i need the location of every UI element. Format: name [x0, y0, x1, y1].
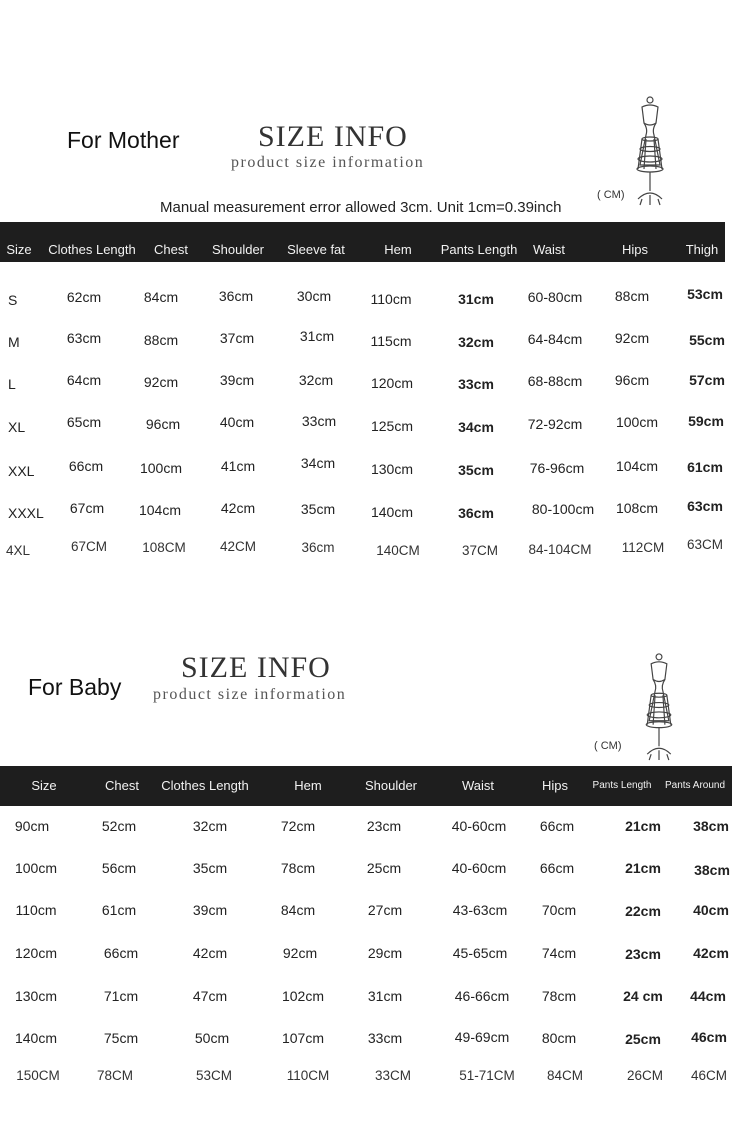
- table-cell: 32cm: [192, 818, 228, 834]
- table-cell: 25cm: [625, 1031, 661, 1047]
- table-cell: 63cm: [687, 498, 723, 514]
- table-cell: 51-71CM: [459, 1068, 515, 1083]
- table-cell: 46-66cm: [454, 988, 510, 1004]
- table-cell: 61cm: [101, 902, 137, 918]
- mother-header-thigh: Thigh: [685, 242, 719, 257]
- size-cell: 100cm: [14, 860, 58, 876]
- table-cell: 88cm: [143, 332, 179, 348]
- table-cell: 30cm: [296, 288, 332, 304]
- table-cell: 33cm: [458, 376, 494, 392]
- table-cell: 92cm: [282, 945, 318, 961]
- table-cell: 72cm: [280, 818, 316, 834]
- table-cell: 66cm: [68, 458, 104, 474]
- dress-form-icon: [637, 652, 681, 762]
- table-cell: 130cm: [370, 461, 414, 477]
- mother-header-clothes-length: Clothes Length: [48, 242, 136, 257]
- baby-table-header: [0, 766, 732, 806]
- table-cell: 36cm: [218, 288, 254, 304]
- table-cell: 42cm: [192, 945, 228, 961]
- table-cell: 66cm: [539, 818, 575, 834]
- size-cell: XL: [8, 419, 26, 435]
- table-cell: 22cm: [625, 903, 661, 919]
- mother-cm-tag: ( CM): [597, 189, 625, 201]
- table-cell: 74cm: [541, 945, 577, 961]
- table-cell: 108CM: [142, 540, 186, 555]
- baby-header-clothes-length: Clothes Length: [161, 778, 249, 793]
- table-cell: 64-84cm: [527, 331, 583, 347]
- baby-header-pants-length: Pants Length: [592, 780, 652, 791]
- baby-cm-tag: ( CM): [594, 740, 622, 752]
- mother-header-sleeve-fat: Sleeve fat: [287, 242, 345, 257]
- table-cell: 96cm: [614, 372, 650, 388]
- table-cell: 110cm: [370, 291, 412, 307]
- size-cell: 90cm: [14, 818, 50, 834]
- mother-header-hem: Hem: [384, 242, 412, 257]
- table-cell: 84cm: [143, 289, 179, 305]
- table-cell: 32cm: [458, 334, 494, 350]
- table-cell: 60-80cm: [527, 289, 583, 305]
- table-cell: 31cm: [458, 291, 494, 307]
- table-cell: 36cm: [458, 505, 494, 521]
- table-cell: 53cm: [687, 286, 723, 302]
- table-cell: 78cm: [541, 988, 577, 1004]
- table-cell: 96cm: [145, 416, 181, 432]
- table-cell: 84-104CM: [528, 542, 592, 557]
- table-cell: 31cm: [299, 328, 335, 344]
- size-cell: 130cm: [14, 988, 58, 1004]
- baby-header-pants-around: Pants Around: [664, 780, 726, 791]
- table-cell: 23cm: [366, 818, 402, 834]
- table-cell: 42cm: [220, 500, 256, 516]
- table-cell: 47cm: [192, 988, 228, 1004]
- table-cell: 42CM: [219, 539, 257, 554]
- mother-header-pants-length: Pants Length: [440, 242, 518, 257]
- table-cell: 88cm: [614, 288, 650, 304]
- table-cell: 67CM: [70, 539, 108, 554]
- table-cell: 65cm: [66, 414, 102, 430]
- table-row: [0, 413, 750, 453]
- table-row: [0, 498, 750, 538]
- table-cell: 67cm: [69, 500, 105, 516]
- table-cell: 35cm: [458, 462, 494, 478]
- table-row: [0, 816, 750, 856]
- size-cell: S: [8, 292, 18, 308]
- table-cell: 102cm: [281, 988, 325, 1004]
- size-cell: XXL: [8, 463, 35, 479]
- mother-header-hips: Hips: [621, 242, 649, 257]
- table-cell: 63CM: [686, 537, 724, 552]
- table-row: [0, 900, 750, 940]
- table-cell: 36cm: [301, 540, 335, 555]
- table-cell: 33cm: [367, 1030, 403, 1046]
- table-cell: 84CM: [546, 1068, 584, 1083]
- table-row: [0, 537, 750, 577]
- table-cell: 100cm: [615, 414, 659, 430]
- baby-header-shoulder: Shoulder: [364, 778, 418, 793]
- table-cell: 57cm: [689, 372, 725, 388]
- table-cell: 71cm: [103, 988, 139, 1004]
- table-cell: 110CM: [286, 1068, 330, 1083]
- table-cell: 42cm: [693, 945, 729, 961]
- mother-header-shoulder: Shoulder: [211, 242, 265, 257]
- baby-size-info-subtitle: product size information: [153, 686, 347, 703]
- table-cell: 68-88cm: [527, 373, 583, 389]
- table-cell: 78cm: [280, 860, 316, 876]
- baby-section-label: For Baby: [28, 674, 122, 700]
- table-cell: 38cm: [694, 862, 730, 878]
- table-cell: 50cm: [194, 1030, 230, 1046]
- mother-header-chest: Chest: [154, 242, 188, 257]
- table-cell: 24 cm: [623, 988, 663, 1004]
- table-cell: 108cm: [615, 500, 659, 516]
- measurement-note: Manual measurement error allowed 3cm. Unit 1cm=0.39inch: [160, 199, 562, 216]
- table-cell: 140cm: [370, 504, 414, 520]
- table-cell: 125cm: [370, 418, 414, 434]
- mother-section-label: For Mother: [67, 127, 180, 153]
- size-cell: 150CM: [16, 1068, 60, 1083]
- dress-form-icon: [628, 95, 672, 207]
- table-row: [0, 329, 750, 369]
- table-cell: 104cm: [615, 458, 659, 474]
- table-cell: 33CM: [374, 1068, 412, 1083]
- table-cell: 55cm: [689, 332, 725, 348]
- table-cell: 72-92cm: [527, 416, 583, 432]
- table-cell: 43-63cm: [452, 902, 508, 918]
- table-cell: 37CM: [461, 543, 499, 558]
- table-cell: 21cm: [625, 860, 661, 876]
- table-cell: 40cm: [219, 414, 255, 430]
- table-cell: 29cm: [367, 945, 403, 961]
- table-cell: 52cm: [101, 818, 137, 834]
- table-cell: 40-60cm: [451, 818, 507, 834]
- size-cell: 140cm: [14, 1030, 58, 1046]
- baby-size-info-title: SIZE INFO: [181, 651, 331, 684]
- table-cell: 34cm: [300, 455, 336, 471]
- mother-header-size: Size: [6, 242, 32, 257]
- baby-header-waist: Waist: [461, 778, 495, 793]
- table-cell: 23cm: [625, 946, 661, 962]
- table-cell: 62cm: [66, 289, 102, 305]
- baby-header-chest: Chest: [105, 778, 139, 793]
- mother-header-waist: Waist: [532, 242, 566, 257]
- table-cell: 39cm: [219, 372, 255, 388]
- table-cell: 80cm: [541, 1030, 577, 1046]
- size-cell: 110cm: [15, 902, 57, 918]
- table-cell: 64cm: [66, 372, 102, 388]
- table-cell: 104cm: [138, 502, 182, 518]
- baby-header-hips: Hips: [541, 778, 569, 793]
- table-row: [0, 858, 750, 898]
- mother-table-header: [0, 222, 725, 262]
- table-cell: 120cm: [370, 375, 414, 391]
- table-row: [0, 986, 750, 1026]
- table-cell: 25cm: [366, 860, 402, 876]
- table-row: [0, 1066, 750, 1106]
- table-cell: 46cm: [691, 1029, 727, 1045]
- table-row: [0, 287, 750, 327]
- size-cell: L: [8, 376, 16, 392]
- mother-size-info-title: SIZE INFO: [258, 120, 408, 153]
- table-cell: 63cm: [66, 330, 102, 346]
- table-cell: 59cm: [688, 413, 724, 429]
- table-row: [0, 456, 750, 496]
- table-row: [0, 943, 750, 983]
- table-cell: 84cm: [280, 902, 316, 918]
- table-cell: 46CM: [690, 1068, 728, 1083]
- table-cell: 112CM: [621, 540, 665, 555]
- table-cell: 45-65cm: [452, 945, 508, 961]
- table-cell: 33cm: [301, 413, 337, 429]
- size-cell: XXXL: [8, 505, 44, 521]
- table-cell: 76-96cm: [529, 460, 585, 476]
- table-cell: 38cm: [693, 818, 729, 834]
- table-cell: 26CM: [626, 1068, 664, 1083]
- table-cell: 40cm: [693, 902, 729, 918]
- table-cell: 40-60cm: [451, 860, 507, 876]
- table-cell: 56cm: [101, 860, 137, 876]
- baby-header-hem: Hem: [294, 778, 322, 793]
- size-cell: 120cm: [14, 945, 58, 961]
- table-row: [0, 371, 750, 411]
- table-cell: 80-100cm: [531, 501, 595, 517]
- table-cell: 34cm: [458, 419, 494, 435]
- table-cell: 78CM: [96, 1068, 134, 1083]
- table-cell: 37cm: [219, 330, 255, 346]
- table-cell: 92cm: [143, 374, 179, 390]
- table-row: [0, 1028, 750, 1068]
- table-cell: 53CM: [195, 1068, 233, 1083]
- table-cell: 31cm: [367, 988, 403, 1004]
- baby-header-size: Size: [31, 778, 57, 793]
- table-cell: 49-69cm: [454, 1029, 510, 1045]
- table-cell: 100cm: [139, 460, 183, 476]
- table-cell: 41cm: [220, 458, 256, 474]
- table-cell: 115cm: [370, 333, 412, 349]
- table-cell: 39cm: [192, 902, 228, 918]
- size-cell: M: [8, 334, 20, 350]
- table-cell: 32cm: [298, 372, 334, 388]
- table-cell: 35cm: [192, 860, 228, 876]
- table-cell: 44cm: [690, 988, 726, 1004]
- table-cell: 107cm: [281, 1030, 325, 1046]
- table-cell: 66cm: [103, 945, 139, 961]
- mother-size-info-subtitle: product size information: [231, 154, 425, 171]
- table-cell: 66cm: [539, 860, 575, 876]
- table-cell: 140CM: [376, 543, 420, 558]
- table-cell: 75cm: [103, 1030, 139, 1046]
- table-cell: 70cm: [541, 902, 577, 918]
- table-cell: 92cm: [614, 330, 650, 346]
- table-cell: 35cm: [300, 501, 336, 517]
- size-cell: 4XL: [6, 543, 31, 558]
- table-cell: 21cm: [625, 818, 661, 834]
- table-cell: 27cm: [367, 902, 403, 918]
- table-cell: 61cm: [687, 459, 723, 475]
